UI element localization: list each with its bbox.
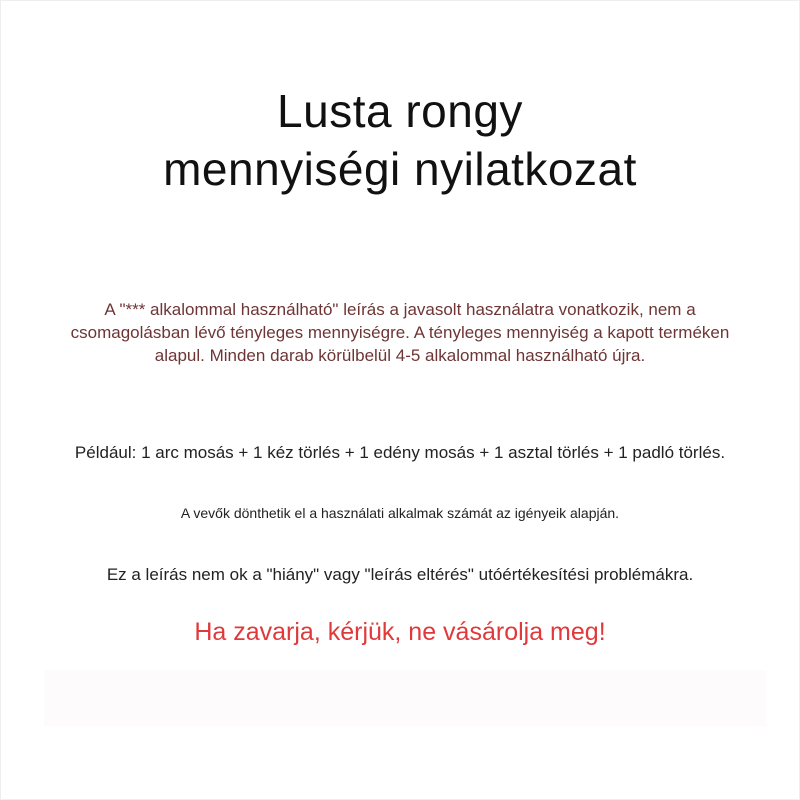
bottom-band: [44, 670, 766, 726]
title-line-2: mennyiségi nyilatkozat: [163, 143, 637, 195]
notice-line-3: alapul. Minden darab körülbelül 4-5 alkalommal használható újra.: [154, 346, 646, 365]
notice-line-1: A "*** alkalommal használható" leírás a javasolt használatra vonatkozik, nem a: [104, 300, 696, 319]
buyers-note: A vevők dönthetik el a használati alkalmak számát az igényeik alapján.: [180, 505, 620, 521]
notice-line-2: csomagolásban lévő tényleges mennyiségre. A tényleges mennyiség a kapott terméken: [70, 323, 730, 342]
page-title: [0, 82, 800, 198]
usage-example: Például: 1 arc mosás + 1 kéz törlés + 1 edény mosás + 1 asztal törlés + 1 padló törlés.: [74, 443, 726, 462]
disclaimer: Ez a leírás nem ok a "hiány" vagy "leírás eltérés" utóértékesítési problémákra.: [106, 565, 694, 584]
warning-text: Ha zavarja, kérjük, ne vásárolja meg!: [194, 618, 606, 646]
usage-notice: [0, 298, 800, 367]
title-line-1: Lusta rongy: [277, 85, 523, 137]
